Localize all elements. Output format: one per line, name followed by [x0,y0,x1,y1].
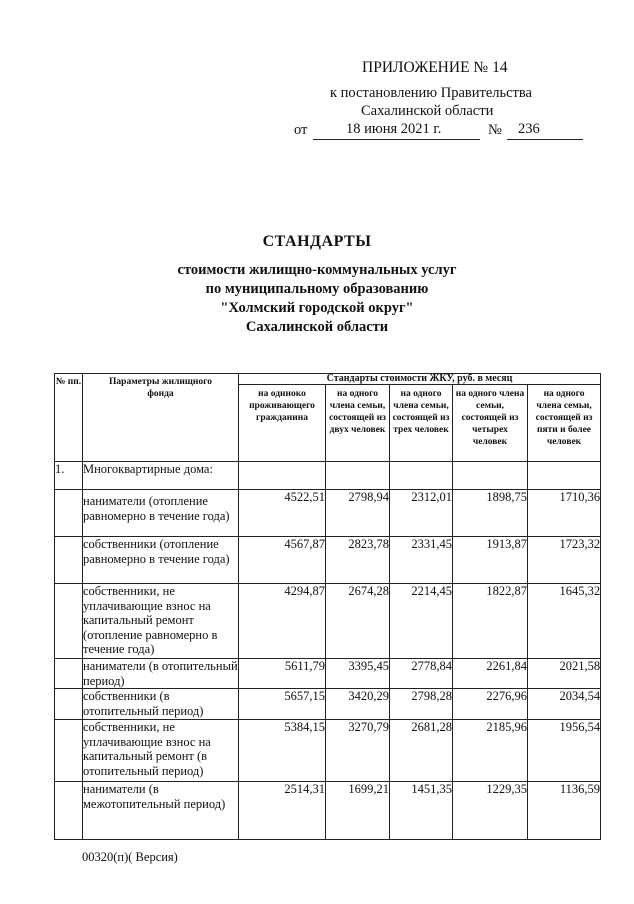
decree-number: 236 [518,121,540,137]
header-family-4: на одного члена семьи, состоящей из четырех человек [453,385,528,462]
value-cell: 1451,35 [390,782,453,840]
value-cell: 1723,32 [528,537,601,584]
value-cell: 1898,75 [453,490,528,537]
header-single: на одиноко проживающего гражданина [239,385,326,462]
section-row [55,462,601,490]
number-label: № [488,122,502,138]
value-cell: 2276,96 [453,689,528,720]
value-cell: 1229,35 [453,782,528,840]
row-label: собственники (отопление равномерно в течение года) [83,537,239,584]
value-cell: 5611,79 [239,659,326,689]
value-cell: 1956,54 [528,720,601,782]
value-cell: 2823,78 [326,537,390,584]
header-family-2: на одного члена семьи, состоящей из двух человек [326,385,390,462]
table-row [55,584,601,659]
value-cell: 2681,28 [390,720,453,782]
table-row [55,720,601,782]
table-row [55,490,601,537]
value-cell: 4522,51 [239,490,326,537]
value-cell: 2214,45 [390,584,453,659]
row-label: собственники, не уплачивающие взнос на капитальный ремонт (отопление равномерно в течение года) [83,584,239,659]
value-cell: 2185,96 [453,720,528,782]
value-cell: 1710,36 [528,490,601,537]
value-cell: 2674,28 [326,584,390,659]
table-row [55,537,601,584]
value-cell: 1699,21 [326,782,390,840]
table-row [55,689,601,720]
header-no: № пп. [55,374,83,462]
subtitle-line-3: "Холмский городской округ" [220,300,414,316]
value-cell: 2778,84 [390,659,453,689]
table-row [55,782,601,840]
section-label: Многоквартирные дома: [83,462,239,490]
value-cell: 1645,32 [528,584,601,659]
subtitle-line-1: стоимости жилищно-коммунальных услуг [177,262,457,278]
value-cell: 4567,87 [239,537,326,584]
value-cell: 2798,28 [390,689,453,720]
value-cell: 3420,29 [326,689,390,720]
standards-table [54,373,601,840]
value-cell: 1136,59 [528,782,601,840]
row-label: наниматели (в отопительный период) [83,659,238,688]
value-cell: 2331,45 [390,537,453,584]
from-label: от [294,122,308,138]
value-cell: 3270,79 [326,720,390,782]
value-cell: 2021,58 [528,659,601,689]
row-label: наниматели (в межотопительный период) [83,782,239,840]
header-group: Стандарты стоимости ЖКУ, руб. в месяц [239,374,601,385]
decree-date: 18 июня 2021 г. [346,121,442,137]
section-number: 1. [55,462,83,490]
value-cell: 5657,15 [239,689,326,720]
row-label: собственники (в отопительный период) [83,689,239,720]
footer-version: 00320(п)( Версия) [82,850,178,864]
subtitle-line-2: по муниципальному образованию [205,281,429,297]
value-cell: 2312,01 [390,490,453,537]
value-cell: 2034,54 [528,689,601,720]
appendix-title: ПРИЛОЖЕНИЕ № 14 [362,59,508,76]
header-params: Параметры жилищного фонда [83,374,239,462]
subtitle-line-4: Сахалинской области [245,319,389,335]
appendix-line1: к постановлению Правительства [330,85,532,101]
value-cell: 1822,87 [453,584,528,659]
header-family-5: на одного члена семьи, состоящей из пяти и более человек [528,385,601,462]
value-cell: 2261,84 [453,659,528,689]
value-cell: 5384,15 [239,720,326,782]
value-cell: 2798,94 [326,490,390,537]
value-cell: 4294,87 [239,584,326,659]
appendix-line2: Сахалинской области [361,103,494,119]
header-family-3: на одного члена семьи, состоящей из трех человек [390,385,453,462]
value-cell: 1913,87 [453,537,528,584]
table-row [55,659,601,689]
document-title: СТАНДАРТЫ [262,233,372,250]
row-label: наниматели (отопление равномерно в течение года) [83,490,239,537]
row-label: собственники, не уплачивающие взнос на капитальный ремонт (в отопительный период) [83,720,239,782]
value-cell: 2514,31 [239,782,326,840]
value-cell: 3395,45 [326,659,390,689]
